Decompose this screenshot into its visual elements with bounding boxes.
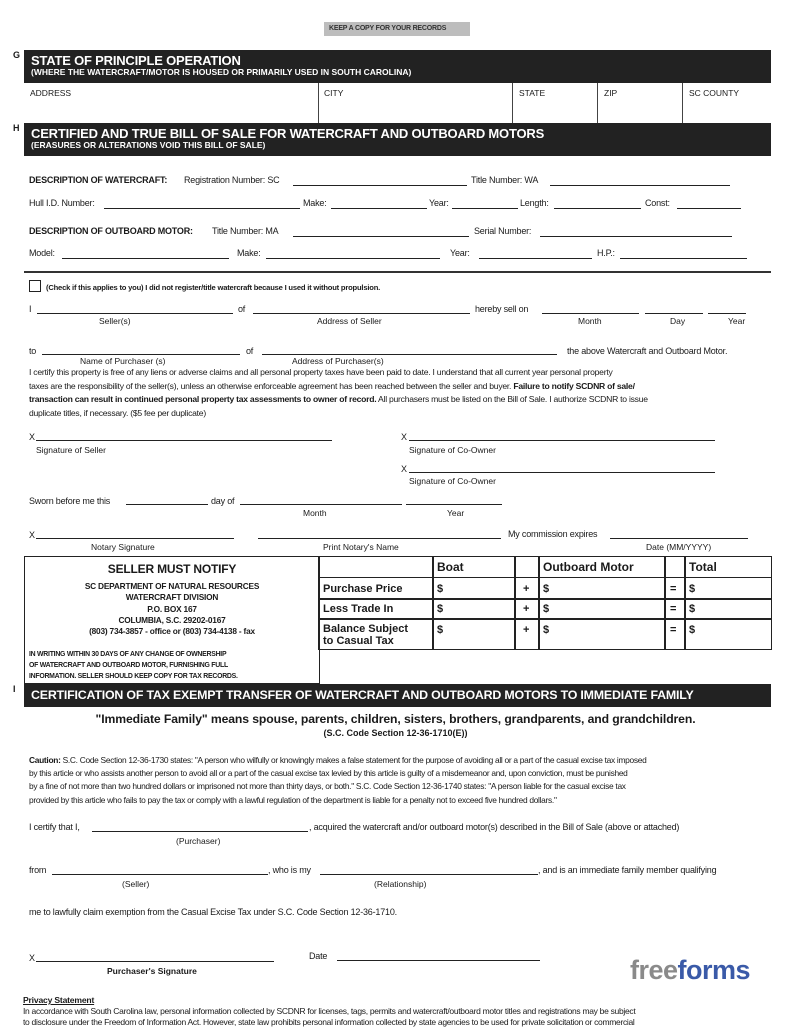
code-reference: (S.C. Code Section 12-36-1710(E))	[323, 728, 468, 738]
section-g-title: STATE OF PRINCIPLE OPERATION	[31, 53, 241, 68]
sale-day-field[interactable]	[645, 313, 703, 314]
seller-notify-address	[25, 581, 319, 637]
signature-of-seller-caption: Signature of Seller	[36, 445, 106, 455]
section-i-title: CERTIFICATION OF TAX EXEMPT TRANSFER OF WATERCRAFT AND OUTBOARD MOTORS TO IMMEDIATE FAMILY	[31, 688, 694, 702]
registration-number-field[interactable]	[293, 185, 467, 186]
propulsion-checkbox[interactable]	[29, 280, 41, 292]
balance-subject-label: Balance Subject to Casual Tax	[318, 618, 434, 650]
equals-col-header	[664, 556, 686, 578]
seller-notify-heading: SELLER MUST NOTIFY	[107, 562, 237, 576]
seller-signature-x: X	[29, 432, 35, 442]
model-field[interactable]	[62, 258, 229, 259]
section-h-letter: H	[13, 123, 20, 133]
sc-county-field[interactable]	[683, 83, 771, 123]
sellers-caption: Seller(s)	[99, 316, 131, 326]
relationship-field[interactable]	[320, 874, 538, 875]
make-label: Make:	[303, 198, 327, 208]
registration-number-label: Registration Number: SC	[184, 175, 280, 185]
freeforms-logo	[630, 955, 750, 986]
sale-year-field[interactable]	[708, 313, 746, 314]
acquired-text: , acquired the watercraft and/or outboard motor(s) described in the Bill of Sale (above or attached)	[309, 822, 680, 832]
year-caption: Year	[728, 316, 746, 326]
logo-part-2: forms	[677, 955, 751, 985]
model-label: Model:	[29, 248, 55, 258]
coowner-signature-x-2: X	[401, 464, 407, 474]
serial-number-field[interactable]	[540, 236, 732, 237]
hp-field[interactable]	[620, 258, 747, 259]
title-number-ma-label: Title Number: MA	[212, 226, 279, 236]
certify-line-3b: All purchasers must be listed on the Bill of Sale. I authorize SCDNR to issue	[378, 394, 648, 404]
date-label: Date	[309, 951, 328, 961]
sworn-year-field[interactable]	[406, 504, 502, 505]
section-h-title: CERTIFIED AND TRUE BILL OF SALE FOR WATERCRAFT AND OUTBOARD MOTORS	[31, 126, 545, 141]
from-label: from	[29, 865, 47, 875]
motor-year-label: Year:	[450, 248, 470, 258]
purchase-price-plus: +	[514, 577, 540, 600]
purchaser-address-field[interactable]	[262, 354, 557, 355]
relationship-caption: (Relationship)	[374, 879, 427, 889]
certify-line-3a: transaction can result in continued personal property tax assessments to owner of record.	[29, 394, 377, 404]
seller-name-field-i[interactable]	[52, 874, 268, 875]
sale-month-field[interactable]	[542, 313, 639, 314]
serial-number-label: Serial Number:	[474, 226, 532, 236]
notify-line-4: COLUMBIA, S.C. 29202-0167	[118, 614, 226, 625]
purchaser-name-field[interactable]	[42, 354, 240, 355]
caution-line-4: provided by this article who fails to pay the tax or comply with a lawful regulation of the department is liable for a penalty not to exceed five hundred dollars."	[29, 794, 557, 805]
const-label: Const:	[645, 198, 670, 208]
section-h-subtitle: (ERASURES OR ALTERATIONS VOID THIS BILL OF SALE)	[31, 140, 266, 150]
desc-watercraft-label: DESCRIPTION OF WATERCRAFT:	[29, 175, 168, 185]
of-label-2: of	[246, 346, 254, 356]
lawfully-text: me to lawfully claim exemption from the Casual Excise Tax under S.C. Code Section 12-36-1710.	[29, 907, 397, 917]
seller-signature-field[interactable]	[36, 440, 332, 441]
certify-line-2	[29, 380, 774, 394]
to-label: to	[29, 346, 37, 356]
notary-signature-field[interactable]	[36, 538, 234, 539]
purchase-price-boat[interactable]: $	[432, 577, 516, 600]
notary-signature-x: X	[29, 530, 35, 540]
notify-line-3: P.O. BOX 167	[147, 603, 197, 614]
print-notary-name-field[interactable]	[258, 538, 501, 539]
above-text: the above Watercraft and Outboard Motor.	[567, 346, 728, 356]
motor-year-field[interactable]	[479, 258, 592, 259]
caution-line-2: by this article or who assists another person to avoid all or a part of the casual excise tax levied by this article is guilty of a misdemeanor and, upon conviction, must be punished	[29, 768, 628, 779]
hereby-sell-label: hereby sell on	[475, 304, 529, 314]
outboard-motor-header: Outboard Motor	[538, 556, 666, 578]
coowner-signature-field-1[interactable]	[409, 440, 715, 441]
length-label: Length:	[520, 198, 549, 208]
print-notary-caption: Print Notary's Name	[323, 542, 399, 552]
keep-copy-badge	[324, 22, 470, 36]
certify-line-2b: Failure to notify SCDNR of sale/	[513, 380, 635, 391]
address-label: ADDRESS	[30, 88, 72, 98]
date-mmyyyy-caption: Date (MM/YYYY)	[646, 542, 712, 552]
notify-note-1: IN WRITING WITHIN 30 DAYS OF ANY CHANGE OF OWNERSHIP	[29, 651, 227, 658]
caution-line-1: Caution: S.C. Code Section 12-36-1730 states: "A person who wilfully or knowingly makes a false statement for the purpose of avoiding all or a part of the casual excise tax imposed	[29, 755, 647, 765]
hull-id-field[interactable]	[104, 208, 300, 209]
propulsion-checkbox-text: (Check if this applies to you) I did not register/title watercraft because I used it without propulsion.	[46, 283, 381, 292]
motor-make-field[interactable]	[266, 258, 440, 259]
desc-motor-label: DESCRIPTION OF OUTBOARD MOTOR:	[29, 226, 193, 236]
signature-of-coowner-caption-2: Signature of Co-Owner	[409, 476, 496, 486]
section-i-header	[24, 684, 771, 707]
section-g-subtitle: (WHERE THE WATERCRAFT/MOTOR IS HOUSED OR PRIMARILY USED IN SOUTH CAROLINA)	[31, 67, 412, 77]
state-field[interactable]	[513, 83, 598, 123]
keep-copy-text: KEEP A COPY FOR YOUR RECORDS	[329, 25, 447, 32]
notary-signature-caption: Notary Signature	[91, 542, 155, 552]
certify-that-label: I certify that I,	[29, 822, 80, 832]
year-label: Year:	[429, 198, 449, 208]
balance-equals: =	[664, 618, 686, 650]
city-field[interactable]	[318, 83, 513, 123]
less-trade-in-boat[interactable]: $	[432, 598, 516, 620]
table-corner	[318, 556, 434, 578]
purchasers-signature-caption: Purchaser's Signature	[107, 966, 197, 976]
commission-label: My commission expires	[508, 529, 598, 539]
total-header: Total	[684, 556, 772, 578]
section-g-letter: G	[13, 50, 21, 60]
who-is-my-text: , who is my	[268, 865, 311, 875]
address-of-purchaser-caption: Address of Purchaser(s)	[292, 356, 384, 366]
i-label: I	[29, 304, 32, 314]
hull-id-label: Hull I.D. Number:	[29, 198, 95, 208]
signature-of-coowner-caption-1: Signature of Co-Owner	[409, 445, 496, 455]
seller-caption: (Seller)	[122, 879, 150, 889]
balance-boat[interactable]: $	[432, 618, 516, 650]
zip-label: ZIP	[604, 88, 618, 98]
balance-plus: +	[514, 618, 540, 650]
state-label: STATE	[519, 88, 546, 98]
purchase-price-equals: =	[664, 577, 686, 600]
date-field[interactable]	[337, 960, 540, 961]
section-divider	[24, 271, 771, 273]
notify-line-2: WATERCRAFT DIVISION	[125, 592, 219, 603]
hp-label: H.P.:	[597, 248, 615, 258]
sworn-label: Sworn before me this	[29, 496, 111, 506]
notify-note-2: OF WATERCRAFT AND OUTBOARD MOTOR, FURNISHING FULL	[29, 661, 228, 669]
less-trade-in-total[interactable]: $	[684, 598, 772, 620]
boat-header: Boat	[432, 556, 516, 578]
balance-total[interactable]: $	[684, 618, 772, 650]
caution-line-3: by a fine of not more than two hundred dollars or imprisoned not more than thirty days, or both." S.C. Code Section 12-36-1740 states: "A person liable for the casual excise tax	[29, 781, 626, 792]
purchaser-caption: (Purchaser)	[176, 836, 221, 846]
plus-col-header	[514, 556, 540, 578]
certify-line-4: duplicate titles, if necessary. ($5 fee per duplicate)	[29, 407, 206, 418]
month-caption: Month	[578, 316, 602, 326]
length-field[interactable]	[554, 208, 641, 209]
purchase-price-total[interactable]: $	[684, 577, 772, 600]
purchase-price-label: Purchase Price	[318, 577, 434, 600]
certify-paragraph	[29, 366, 774, 420]
city-label: CITY	[324, 88, 344, 98]
sc-county-label: SC COUNTY	[689, 88, 740, 98]
zip-field[interactable]	[598, 83, 683, 123]
make-field[interactable]	[331, 208, 427, 209]
less-trade-in-equals: =	[664, 598, 686, 620]
immediate-member-text: , and is an immediate family member qualifying	[538, 865, 717, 875]
less-trade-in-plus: +	[514, 598, 540, 620]
notify-note-3: INFORMATION. SELLER SHOULD KEEP COPY FOR TAX RECORDS.	[29, 672, 238, 680]
address-of-seller-caption: Address of Seller	[317, 316, 382, 326]
day-of-label: day of	[211, 496, 235, 506]
logo-part-1: free	[630, 955, 678, 985]
of-label: of	[238, 304, 246, 314]
family-definition: "Immediate Family" means spouse, parents, children, sisters, brothers, grandparents, and grandchildren.	[95, 712, 696, 726]
motor-make-label: Make:	[237, 248, 261, 258]
coowner-signature-field-2[interactable]	[409, 472, 715, 473]
title-number-ma-field[interactable]	[293, 236, 469, 237]
name-of-purchaser-caption: Name of Purchaser (s)	[80, 356, 166, 366]
seller-notify-box	[24, 556, 320, 684]
year-field[interactable]	[452, 208, 518, 209]
address-field[interactable]	[24, 83, 319, 123]
notary-year-caption: Year	[447, 508, 465, 518]
certify-line-3	[29, 393, 774, 407]
day-caption: Day	[670, 316, 686, 326]
sworn-month-field[interactable]	[240, 504, 402, 505]
section-g-header	[24, 50, 771, 83]
purchaser-signature-field[interactable]	[36, 961, 274, 962]
notary-month-caption: Month	[303, 508, 327, 518]
less-trade-in-motor[interactable]: $	[538, 598, 666, 620]
less-trade-in-label: Less Trade In	[318, 598, 434, 620]
privacy-heading: Privacy Statement	[23, 995, 95, 1005]
title-number-wa-label: Title Number: WA	[471, 175, 539, 185]
notify-line-1: SC DEPARTMENT OF NATURAL RESOURCES	[84, 581, 260, 591]
caution-label: Caution:	[29, 755, 61, 765]
title-number-wa-field[interactable]	[550, 185, 730, 186]
section-i-letter: I	[13, 684, 16, 694]
sworn-day-field[interactable]	[126, 504, 208, 505]
coowner-signature-x-1: X	[401, 432, 407, 442]
notify-line-5: (803) 734-3857 - office or (803) 734-4138 - fax	[89, 626, 255, 637]
privacy-line-1: In accordance with South Carolina law, personal information collected by SCDNR for licenses, tags, permits and watercraft/outboard motor titles and registrations may be subject	[23, 1006, 636, 1016]
privacy-line-2: to disclosure under the Freedom of Information Act. However, state law prohibits personal information collected by state agencies to be used for private solicitation or commercial	[23, 1017, 635, 1027]
seller-address-field[interactable]	[253, 313, 470, 314]
purchase-price-motor[interactable]: $	[538, 577, 666, 600]
certify-line-1: I certify this property is free of any liens or adverse claims and all personal property taxes have been paid to date. I understand that all current year personal property	[29, 367, 613, 377]
seller-name-field[interactable]	[37, 313, 233, 314]
balance-motor[interactable]: $	[538, 618, 666, 650]
caution-paragraph	[29, 754, 774, 807]
purchaser-signature-x: X	[29, 953, 35, 963]
seller-notify-note	[29, 650, 238, 682]
purchaser-name-field-i[interactable]	[92, 831, 308, 832]
certify-line-2a: taxes are the responsibility of the seller(s), unless an otherwise enforceable agreement has been reached between the seller and buyer.	[29, 380, 512, 391]
commission-expires-field[interactable]	[610, 538, 748, 539]
const-field[interactable]	[677, 208, 741, 209]
section-h-header	[24, 123, 771, 156]
